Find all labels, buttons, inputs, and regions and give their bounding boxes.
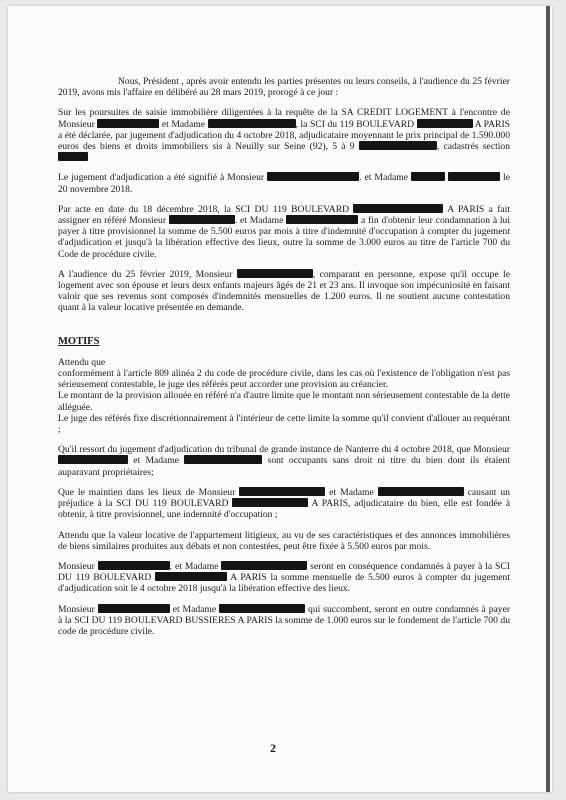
motifs-heading: MOTIFS: [58, 335, 100, 347]
rental-value-paragraph: Attendu que la valeur locative de l'appartement litigieux, au vu de ses caractéristiques et des annonces immobilières de biens similaires produites aux débats et non contestées, peut être fixée à 5.500 euros par mois.: [58, 529, 510, 552]
redaction-block: [58, 152, 88, 161]
redaction-block: [353, 204, 443, 213]
redaction-block: [411, 172, 445, 181]
redaction-block: [208, 119, 296, 128]
page-edge-shadow: [546, 6, 550, 792]
provision-rules-paragraph: Attendu que conformément à l'article 809 alinéa 2 du code de procédure civile, dans les cas où l'existence de l'obligation n'est pas sérieusement contestable, le juge des référés peut accorder une provision au créancier. Le montant de la provision allouée en référé n'a d'autre limite que le montant non sérieusement contestable de la dette alléguée. Le juge des référés fixe discrétionnairement à l'intérieur de cette limite la somme qu'il convient d'allouer au requérant ;: [58, 356, 510, 436]
condemnation-paragraph: Monsieur . et Madame seront en conséquence condamnés à payer à la SCI DU 119 BOULEVARD A PARIS la somme mensuelle de 5.500 euros à compter du jugement d'adjudication soit le 4 octobre 2018 jusqu'à la libération effective des lieux.: [58, 560, 511, 595]
redaction-block: [237, 269, 313, 278]
redaction-block: [98, 561, 170, 570]
article-700-paragraph: Monsieur et Madame qui succombent, seront en outre condamnés à payer à la SCI DU 119 BOULEVARD BUSSIERES A PARIS la somme de 1.000 euros sur le fondement de l'article 700 du code de procédure civile.: [58, 603, 511, 637]
redaction-block: [417, 119, 473, 128]
occupants-paragraph: Qu'il ressort du jugement d'adjudication du tribunal de grande instance de Nanterre du 4 octobre 2018, que Monsieur et Madame sont occupants sans droit ni titre du bien dont ils étaient auparavant propriétaires;: [58, 444, 511, 478]
redaction-block: [239, 487, 325, 496]
redaction-block: [169, 215, 235, 224]
redaction-block: [98, 604, 170, 613]
document-page: [8, 6, 552, 792]
redaction-block: [448, 172, 500, 181]
redaction-block: [219, 604, 305, 613]
redaction-block: [155, 572, 227, 581]
seizure-paragraph: Sur les poursuites de saisie immobilière diligentées à la requête de la SA CREDIT LOGEMENT à l'encontre de Monsieur et Madame , la SCI du 119 BOULEVARD A PARIS a été déclarée, par jugement d'adjudication du 4 octobre 2018, adjudicataire moyennant le prix principal de 1.590.000 euros des biens et droits immobiliers sis à Neuilly sur Seine (92), 5 à 9 , cadastrés section: [58, 107, 510, 163]
redaction-block: [221, 561, 307, 570]
redaction-block: [58, 455, 128, 464]
redaction-block: [97, 119, 159, 128]
redaction-block: [378, 487, 464, 496]
redaction-block: [359, 141, 437, 150]
redaction-block: [184, 455, 262, 464]
hearing-paragraph: A l'audience du 25 février 2019, Monsieur , comparant en personne, expose qu'il occupe le logement avec son épouse et leurs deux enfants majeurs âgés de 21 et 23 ans. Il invoque son impécuniosité en faisant valoir que ses revenus sont composés d'indemnités mensuelles de 1.200 euros. Il ne soutient aucune contestation quant à la valeur locative présentée en demande.: [58, 268, 510, 314]
intro-paragraph: Nous, Président , après avoir entendu les parties présentes ou leurs conseils, à l'audience du 25 février 2019, avons mis l'affaire en délibéré au 28 mars 2019, prorogé à ce jour :: [58, 76, 510, 99]
redaction-block: [232, 498, 308, 507]
prejudice-paragraph: Que le maintien dans les lieux de Monsieur et Madame causant un préjudice à la SCI DU 119 BOULEVARD A PARIS, adjudicataire du bien, elle est fondée à obtenir, à titre provisionnel, une indemnité d'occupation ;: [58, 486, 510, 521]
document-body: [58, 76, 510, 646]
summons-paragraph: Par acte en date du 18 décembre 2018, la SCI DU 119 BOULEVARD A PARIS a fait assigner en référé Monsieur . et Madame a fin d'obtenir leur condamnation à lui payer à titre provisionnel la somme de 5.500 euros par mois à titre d'indemnité d'occupation à compter du jugement d'adjudication et jusqu'à la libération effective des lieux, outre la somme de 3.000 euros au titre de l'article 700 du Code de procédure civile.: [58, 203, 511, 260]
redaction-block: [286, 215, 358, 224]
notification-paragraph: Le jugement d'adjudication a été signifié à Monsieur . et Madame le 20 novembre 2018.: [58, 172, 510, 195]
redaction-block: [267, 172, 359, 181]
page-number: 2: [270, 741, 276, 755]
